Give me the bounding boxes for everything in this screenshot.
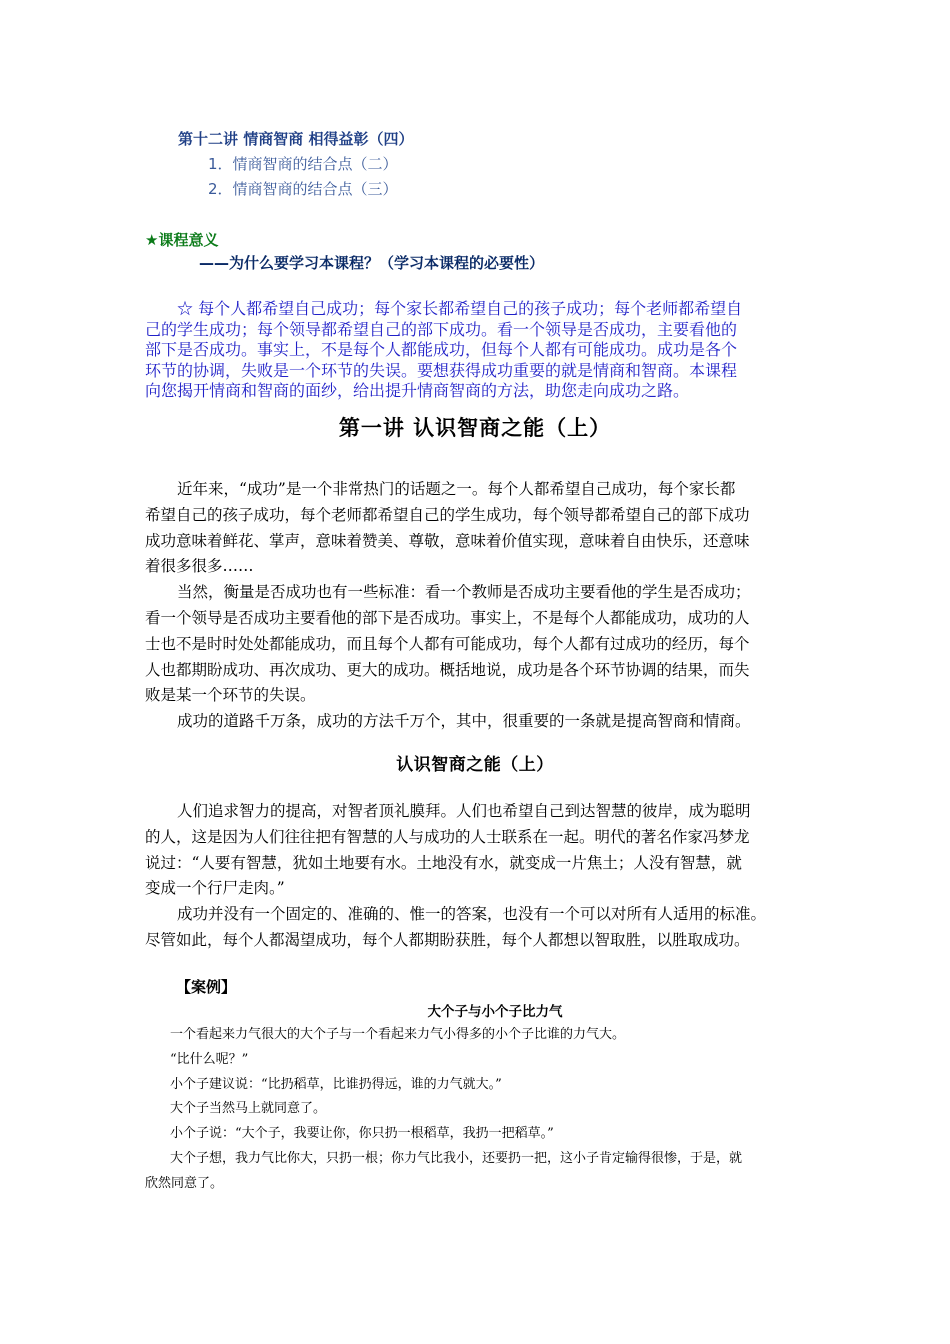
case-line: 一个看起来力气很大的大个子与一个看起来力气小得多的小个子比谁的力气大。 bbox=[170, 1027, 626, 1042]
paragraph-line: 人们追求智力的提高，对智者顶礼膜拜。人们也希望自己到达智慧的彼岸，成为聪明 bbox=[177, 802, 751, 820]
outline-item: 2．情商智商的结合点（三） bbox=[208, 180, 398, 198]
paragraph-line: 变成一个行尸走肉。” bbox=[145, 879, 285, 898]
significance-subheading: ——为什么要学习本课程？（学习本课程的必要性） bbox=[199, 254, 545, 272]
paragraph-line: 说过：“人要有智慧，犹如土地要有水。土地没有水，就变成一片焦土；人没有智慧，就 bbox=[145, 853, 742, 872]
paragraph-line: 看一个领导是否成功主要看他的部下是否成功。事实上，不是每个人都能成功，成功的人 bbox=[145, 608, 750, 627]
section-body bbox=[145, 799, 810, 954]
paragraph-line: 的人，这是因为人们往往把有智慧的人与成功的人士联系在一起。明代的著名作家冯梦龙 bbox=[145, 827, 750, 846]
paragraph-line: 尽管如此，每个人都渴望成功，每个人都期盼获胜，每个人都想以智取胜，以胜取成功。 bbox=[145, 930, 750, 949]
paragraph-line: 近年来，“成功”是一个非常热门的话题之一。每个人都希望自己成功，每个家长都 bbox=[177, 480, 736, 498]
lecture-heading: 第一讲 认识智商之能（上） bbox=[338, 416, 612, 440]
paragraph-line: 着很多很多…… bbox=[145, 557, 254, 576]
case-line: 小个子说：“大个子，我要让你，你只扔一根稻草，我扔一把稻草。” bbox=[170, 1126, 554, 1142]
lecture-title: 第十二讲 情商智商 相得益彰（四） bbox=[178, 130, 414, 148]
case-line: 欣然同意了。 bbox=[145, 1175, 224, 1191]
case-line: “比什么呢？” bbox=[170, 1051, 249, 1067]
outline-item: 1．情商智商的结合点（二） bbox=[208, 155, 398, 173]
paragraph-line: 成功的道路千万条，成功的方法千万个，其中，很重要的一条就是提高智商和情商。 bbox=[177, 712, 751, 731]
lecture-body bbox=[145, 477, 810, 735]
paragraph-line: 向您揭开情商和智商的面纱，给出提升情商智商的方法，助您走向成功之路。 bbox=[145, 381, 690, 400]
case-label: 【案例】 bbox=[176, 978, 237, 996]
paragraph-line: 当然，衡量是否成功也有一些标准：看一个教师是否成功主要看他的学生是否成功； bbox=[177, 583, 751, 602]
case-line: 大个子想，我力气比你大，只扔一根；你力气比我小，还要扔一把，这小子肯定输得很惨，于是，就 bbox=[170, 1150, 743, 1166]
paragraph-line: 败是某一个环节的失误。 bbox=[145, 686, 316, 705]
significance-paragraph bbox=[145, 299, 810, 402]
paragraph-line: 部下是否成功。事实上，不是每个人都能成功，但每个人都有可能成功。成功是各个 bbox=[145, 340, 738, 359]
paragraph-line: 环节的协调，失败是一个环节的失误。要想获得成功重要的就是情商和智商。本课程 bbox=[145, 360, 738, 380]
paragraph-line: 己的学生成功；每个领导都希望自己的部下成功。看一个领导是否成功，主要看他的 bbox=[145, 319, 738, 339]
section-heading: 认识智商之能（上） bbox=[396, 755, 554, 775]
case-line: 大个子当然马上就同意了。 bbox=[170, 1101, 327, 1117]
paragraph-line: ☆ 每个人都希望自己成功；每个家长都希望自己的孩子成功；每个老师都希望自 bbox=[177, 299, 743, 318]
paragraph-line: 人也都期盼成功、再次成功、更大的成功。概括地说，成功是各个环节协调的结果，而失 bbox=[145, 660, 750, 679]
paragraph-line: 成功意味着鲜花、掌声，意味着赞美、尊敬，意味着价值实现，意味着自由快乐，还意味 bbox=[145, 531, 750, 550]
paragraph-line: 希望自己的孩子成功，每个老师都希望自己的学生成功，每个领导都希望自己的部下成功 bbox=[145, 505, 750, 524]
case-title: 大个子与小个子比力气 bbox=[427, 1004, 563, 1020]
significance-heading: ★课程意义 bbox=[145, 231, 219, 249]
paragraph-line: 士也不是时时处处都能成功，而且每个人都有可能成功，每个人都有过成功的经历，每个 bbox=[145, 634, 750, 653]
case-line: 小个子建议说：“比扔稻草，比谁扔得远，谁的力气就大。” bbox=[170, 1076, 502, 1092]
paragraph-line: 成功并没有一个固定的、准确的、惟一的答案，也没有一个可以对所有人适用的标准。 bbox=[177, 905, 767, 924]
case-body bbox=[145, 1023, 820, 1197]
